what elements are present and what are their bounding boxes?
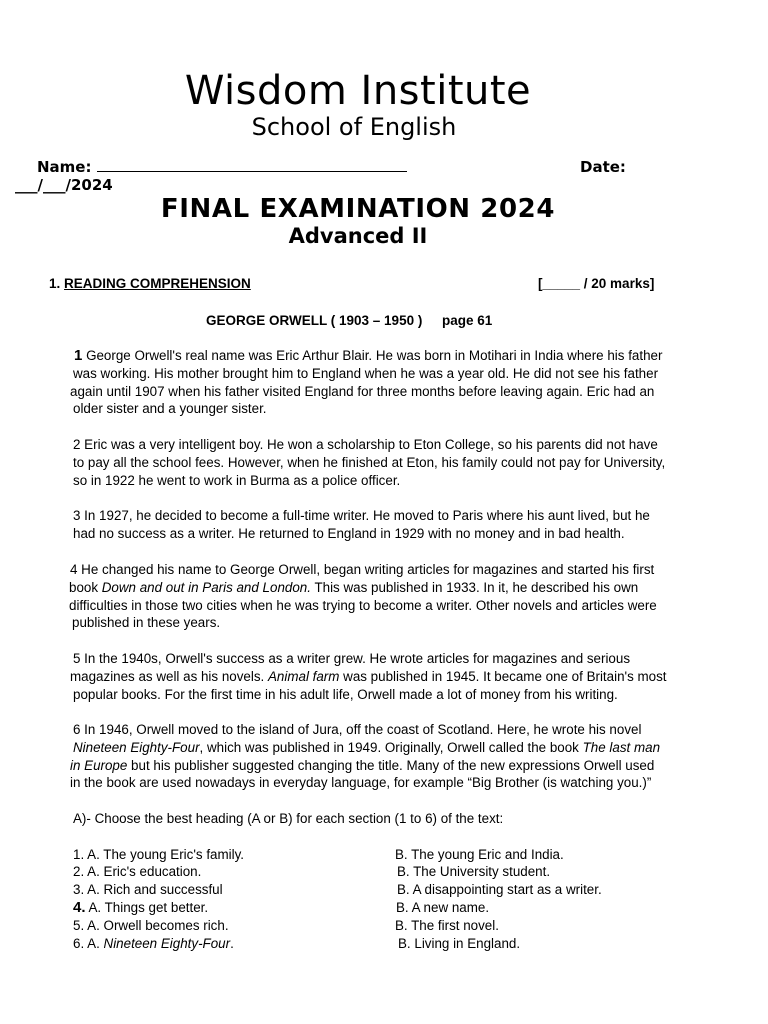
paragraph-number: 4	[70, 562, 78, 577]
exercise-instruction: A)- Choose the best heading (A or B) for each section (1 to 6) of the text:	[73, 811, 504, 826]
exercise-item-6-a: 6. A. Nineteen Eighty-Four.	[73, 936, 234, 951]
paragraph-number: 3	[73, 508, 81, 523]
book-title: in Europe	[70, 757, 128, 773]
paragraph-3: 3 In 1927, he decided to become a full-time writer. He moved to Paris where his aunt lived, but he had no success as a writer. He returned to England in 1929 with no money and in bad health.	[73, 508, 650, 541]
name-blank-line	[97, 159, 407, 172]
exercise-item-1-b: B. The young Eric and India.	[395, 847, 564, 862]
exercise-item-3-b: B. A disappointing start as a writer.	[397, 882, 602, 897]
paragraph-number: 2	[73, 437, 81, 452]
exercise-item-4-b: B. A new name.	[396, 900, 490, 915]
book-title: Animal farm	[267, 668, 340, 684]
text-title: GEORGE ORWELL ( 1903 – 1950 )	[206, 313, 423, 328]
section-heading	[49, 276, 251, 291]
section-number: 1.	[49, 276, 61, 291]
date-value: ___/___/2024	[15, 176, 113, 194]
exam-title: FINAL EXAMINATION 2024	[160, 194, 556, 224]
school-subtitle: School of English	[251, 113, 457, 141]
date-label: Date:	[580, 158, 626, 176]
name-field	[37, 158, 407, 176]
section-title: READING COMPREHENSION	[64, 276, 251, 291]
paragraph-number: 6	[73, 722, 81, 737]
paragraph-number: 1	[74, 347, 83, 364]
exercise-item-4-a: 4. A. Things get better.	[73, 899, 209, 916]
exercise-item-6-b: B. Living in England.	[398, 936, 521, 951]
paragraph-4: 4 He changed his name to George Orwell, began writing articles for magazines and started his first book Down and out in Paris and London. This was published in 1933. In it, he described his own difficulties in those two cities when he was trying to become a writer. Other novels and articles were published in these years.	[69, 562, 657, 631]
paragraph-1: 1 George Orwell's real name was Eric Arthur Blair. He was born in Motihari in India where his father was working. His mother brought him to England when he was a year old. He did not see his father again until 1907 when his father visited England for three months before leaving again. Eric had an older sister and a younger sister.	[70, 347, 663, 417]
exercise-item-3-a: 3. A. Rich and successful	[73, 882, 223, 897]
book-title: The last man	[582, 739, 661, 755]
exam-level: Advanced II	[288, 224, 428, 248]
exercise-item-1-a: 1. A. The young Eric's family.	[73, 847, 245, 862]
page-reference: page 61	[442, 313, 493, 328]
exercise-item-5-a: 5. A. Orwell becomes rich.	[73, 918, 229, 933]
exercise-item-2-b: B. The University student.	[397, 864, 551, 879]
paragraph-6: 6 In 1946, Orwell moved to the island of Jura, off the coast of Scotland. Here, he wrote his novel Nineteen Eighty-Four, which was published in 1949. Originally, Orwell called the book The last man in Europe but his publisher suggested changing the title. Many of the new expressions Orwell used in the book are used nowadays in everyday language, for example “Big Brother (is watching you.)”	[70, 722, 661, 791]
paragraph-number: 5	[73, 651, 81, 666]
institute-title: Wisdom Institute	[184, 68, 532, 114]
book-title: Nineteen Eighty-Four	[73, 739, 200, 755]
paragraph-2: 2 Eric was a very intelligent boy. He won a scholarship to Eton College, so his parents did not have to pay all the school fees. However, when he finished at Eton, his family could not pay for University, so in 1922 he went to work in Burma as a police officer.	[73, 437, 666, 488]
exercise-item-5-b: B. The first novel.	[395, 918, 499, 933]
name-label: Name:	[37, 158, 92, 176]
paragraph-5: 5 In the 1940s, Orwell's success as a writer grew. He wrote articles for magazines and serious magazines as well as his novels. Animal farm was published in 1945. It became one of Britain's most popular books. For the first time in his adult life, Orwell made a lot of money from his writing.	[70, 651, 667, 702]
section-marks: [_____ / 20 marks]	[538, 276, 655, 291]
book-title: Down and out in Paris and London.	[101, 579, 311, 595]
exercise-item-2-a: 2. A. Eric's education.	[73, 864, 202, 879]
